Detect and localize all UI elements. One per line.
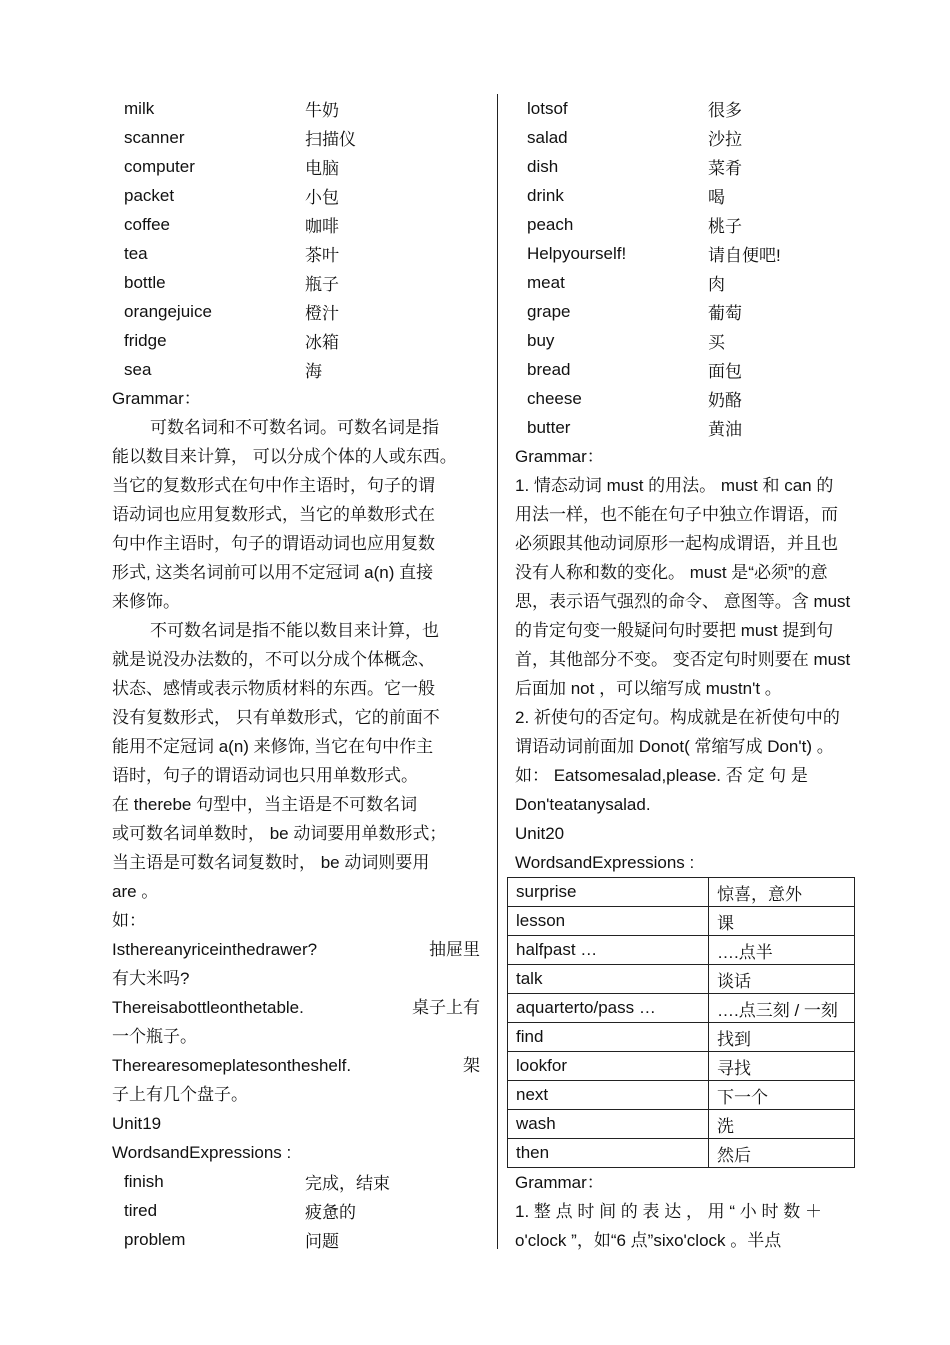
vocab-en: scanner xyxy=(124,127,185,147)
vocab-en: cheese xyxy=(527,388,582,408)
vocab-row xyxy=(515,210,883,239)
table-row xyxy=(508,1081,855,1110)
vocab-zh: 扫描仪 xyxy=(305,130,356,149)
vocab-row xyxy=(112,355,480,384)
grammar-heading: Grammar： xyxy=(515,447,604,466)
vocab-row xyxy=(112,268,480,297)
table-cell-zh: 下一个 xyxy=(709,1081,855,1110)
paragraph-line: 语时，句子的谓语动词也只用单数形式。 xyxy=(112,766,418,785)
vocab-zh: 葡萄 xyxy=(708,304,742,323)
vocab-row xyxy=(515,326,883,355)
vocab-zh: 买 xyxy=(708,333,725,352)
example-zh: 桌子上有 xyxy=(412,998,480,1017)
vocab-zh: 奶酪 xyxy=(708,391,742,410)
vocab-row xyxy=(112,297,480,326)
vocab-list-unit19 xyxy=(112,1167,480,1254)
table-cell-zh: ….点三刻 / 一刻 xyxy=(709,994,855,1023)
example-en: Therearesomeplatesontheshelf. xyxy=(112,1056,352,1075)
unit-heading: Unit19 xyxy=(112,1114,162,1133)
vocab-row xyxy=(515,152,883,181)
vocab-row xyxy=(112,181,480,210)
paragraph-line: 在 therebe 句型中，当主语是不可数名词 xyxy=(112,795,418,814)
grammar-heading: Grammar： xyxy=(112,389,201,408)
vocab-en: salad xyxy=(527,127,568,147)
words-heading: WordsandExpressions : xyxy=(112,1143,292,1162)
table-row xyxy=(508,1052,855,1081)
table-cell-en: talk xyxy=(508,965,709,994)
example-line xyxy=(112,1051,480,1080)
paragraph-line: 如： xyxy=(112,911,146,930)
paragraph-line: 思，表示语气强烈的命令、 意图等。含 must xyxy=(515,592,851,611)
vocab-zh: 肉 xyxy=(708,275,725,294)
paragraph-line: 句中作主语时，句子的谓语动词也应用复数 xyxy=(112,534,435,553)
table-row xyxy=(508,1139,855,1168)
vocab-zh: 很多 xyxy=(708,101,742,120)
vocab-row xyxy=(112,152,480,181)
vocab-en: dish xyxy=(527,156,559,176)
example-en: Thereisabottleonthetable. xyxy=(112,998,304,1017)
vocab-en: coffee xyxy=(124,214,171,234)
vocab-list-top-right xyxy=(515,94,883,442)
table-cell-en: next xyxy=(508,1081,709,1110)
vocab-zh: 小包 xyxy=(305,188,339,207)
vocab-row xyxy=(515,268,883,297)
vocab-zh: 茶叶 xyxy=(305,246,339,265)
table-cell-en: then xyxy=(508,1139,709,1168)
example-zh: 抽屉里 xyxy=(429,940,480,959)
table-cell-zh: ….点半 xyxy=(709,936,855,965)
paragraph-line: 当主语是可数名词复数时， be 动词则要用 xyxy=(112,853,430,872)
vocab-row xyxy=(515,355,883,384)
vocab-row xyxy=(112,326,480,355)
vocab-zh: 牛奶 xyxy=(305,101,339,120)
table-cell-en: find xyxy=(508,1023,709,1052)
vocab-row xyxy=(112,239,480,268)
vocab-zh: 海 xyxy=(305,362,322,381)
vocab-en: meat xyxy=(527,272,565,292)
vocab-en: butter xyxy=(527,417,571,437)
vocab-zh: 黄油 xyxy=(708,420,742,439)
vocab-en: buy xyxy=(527,330,555,350)
paragraph-line: 没有人称和数的变化。 must 是“必须”的意 xyxy=(515,563,828,582)
table-cell-zh: 惊喜，意外 xyxy=(709,878,855,907)
paragraph-line: 不可数名词是指不能以数目来计算，也 xyxy=(150,621,439,640)
table-cell-en: surprise xyxy=(508,878,709,907)
table-cell-en: lookfor xyxy=(508,1052,709,1081)
vocab-row xyxy=(515,239,883,268)
vocab-row xyxy=(515,384,883,413)
paragraph-line: 如： Eatsomesalad,please. 否 定 句 是 xyxy=(515,766,808,785)
paragraph-line: 来修饰。 xyxy=(112,592,180,611)
vocab-en: peach xyxy=(527,214,574,234)
vocab-zh: 咖啡 xyxy=(305,217,339,236)
paragraph-line: Don'teatanysalad. xyxy=(515,795,651,814)
paragraph-line: 谓语动词前面加 Donot( 常缩写成 Don't) 。 xyxy=(515,737,834,756)
table-cell-zh: 谈话 xyxy=(709,965,855,994)
vocab-zh: 瓶子 xyxy=(305,275,339,294)
vocab-en: grape xyxy=(527,301,571,321)
paragraph-line: 用法一样，也不能在句子中独立作谓语，而 xyxy=(515,505,838,524)
paragraph-line: 形式, 这类名词前可以用不定冠词 a(n) 直接 xyxy=(112,563,434,582)
example-zh-cont: 子上有几个盘子。 xyxy=(112,1085,248,1104)
vocab-zh: 菜肴 xyxy=(708,159,742,178)
vocab-en: tired xyxy=(124,1200,158,1220)
vocab-row xyxy=(112,1225,480,1254)
paragraph-line: 必须跟其他动词原形一起构成谓语，并且也 xyxy=(515,534,838,553)
table-cell-en: aquarterto/pass … xyxy=(508,994,709,1023)
vocab-en: bottle xyxy=(124,272,166,292)
paragraph-line: 1. 整 点 时 间 的 表 达 ， 用 “ 小 时 数 ＋ xyxy=(515,1202,822,1221)
left-column xyxy=(112,94,480,1254)
paragraph-line: are 。 xyxy=(112,882,159,901)
vocab-row xyxy=(515,94,883,123)
example-line xyxy=(112,935,480,964)
table-cell-en: halfpast … xyxy=(508,936,709,965)
vocab-row xyxy=(112,210,480,239)
vocab-row xyxy=(515,123,883,152)
paragraph-line: 能用不定冠词 a(n) 来修饰, 当它在句中作主 xyxy=(112,737,434,756)
vocab-row xyxy=(515,413,883,442)
vocab-en: fridge xyxy=(124,330,167,350)
vocab-en: finish xyxy=(124,1171,164,1191)
vocab-zh: 冰箱 xyxy=(305,333,339,352)
example-zh-cont: 一个瓶子。 xyxy=(112,1027,197,1046)
vocab-en: bread xyxy=(527,359,571,379)
vocab-row xyxy=(515,181,883,210)
table-cell-en: wash xyxy=(508,1110,709,1139)
vocab-en: orangejuice xyxy=(124,301,212,321)
vocab-zh: 问题 xyxy=(305,1232,339,1251)
paragraph-line: 能以数目来计算， 可以分成个体的人或东西。 xyxy=(112,447,457,466)
paragraph-line: 1. 情态动词 must 的用法。 must 和 can 的 xyxy=(515,476,834,495)
table-row xyxy=(508,1110,855,1139)
paragraph-line: 状态、感情或表示物质材料的东西。它一般 xyxy=(112,679,435,698)
table-cell-zh: 找到 xyxy=(709,1023,855,1052)
table-cell-en: lesson xyxy=(508,907,709,936)
table-row xyxy=(508,994,855,1023)
paragraph-line: o'clock ”，如“6 点”sixo'clock 。半点 xyxy=(515,1231,782,1250)
vocab-zh: 沙拉 xyxy=(708,130,742,149)
table-cell-zh: 寻找 xyxy=(709,1052,855,1081)
vocab-en: milk xyxy=(124,98,155,118)
vocab-table xyxy=(507,877,855,1168)
vocab-row xyxy=(112,1196,480,1225)
table-row xyxy=(508,965,855,994)
vocab-zh: 电脑 xyxy=(305,159,339,178)
vocab-zh: 完成，结束 xyxy=(305,1174,390,1193)
paragraph-line: 当它的复数形式在句中作主语时，句子的谓 xyxy=(112,476,435,495)
vocab-en: problem xyxy=(124,1229,186,1249)
paragraph-line: 可数名词和不可数名词。可数名词是指 xyxy=(150,418,439,437)
vocab-en: sea xyxy=(124,359,152,379)
right-column xyxy=(515,94,883,1255)
vocab-row xyxy=(515,297,883,326)
vocab-en: tea xyxy=(124,243,148,263)
table-row xyxy=(508,907,855,936)
vocab-zh: 橙汁 xyxy=(305,304,339,323)
table-row xyxy=(508,936,855,965)
vocab-row xyxy=(112,1167,480,1196)
example-zh-cont: 有大米吗? xyxy=(112,969,190,988)
vocab-en: computer xyxy=(124,156,195,176)
table-cell-zh: 课 xyxy=(709,907,855,936)
example-line xyxy=(112,993,480,1022)
paragraph-line: 就是说没办法数的，不可以分成个体概念、 xyxy=(112,650,435,669)
table-row xyxy=(508,878,855,907)
vocab-row xyxy=(112,123,480,152)
paragraph-line: 2. 祈使句的否定句。构成就是在祈使句中的 xyxy=(515,708,840,727)
vocab-en: packet xyxy=(124,185,175,205)
example-zh: 架 xyxy=(463,1056,480,1075)
vocab-zh: 桃子 xyxy=(708,217,742,236)
table-row xyxy=(508,1023,855,1052)
paragraph-line: 或可数名词单数时， be 动词要用单数形式； xyxy=(112,824,447,843)
table-cell-zh: 洗 xyxy=(709,1110,855,1139)
column-divider xyxy=(497,94,498,1249)
paragraph-line: 的肯定句变一般疑问句时要把 must 提到句 xyxy=(515,621,834,640)
words-heading: WordsandExpressions : xyxy=(515,853,695,872)
table-cell-zh: 然后 xyxy=(709,1139,855,1168)
vocab-zh: 喝 xyxy=(708,188,725,207)
example-en: Isthereanyriceinthedrawer? xyxy=(112,940,318,959)
paragraph-line: 语动词也应用复数形式，当它的单数形式在 xyxy=(112,505,435,524)
vocab-en: lotsof xyxy=(527,98,568,118)
vocab-en: drink xyxy=(527,185,564,205)
unit-heading: Unit20 xyxy=(515,824,565,843)
paragraph-line: 没有复数形式， 只有单数形式，它的前面不 xyxy=(112,708,440,727)
vocab-list-top-left xyxy=(112,94,480,384)
paragraph-line: 首，其他部分不变。 变否定句时则要在 must xyxy=(515,650,851,669)
grammar-heading: Grammar： xyxy=(515,1173,604,1192)
vocab-zh: 疲惫的 xyxy=(305,1203,356,1222)
vocab-zh: 请自便吧! xyxy=(708,246,781,265)
vocab-zh: 面包 xyxy=(708,362,742,381)
vocab-en: Helpyourself! xyxy=(527,243,627,263)
vocab-row xyxy=(112,94,480,123)
paragraph-line: 后面加 not ，可以缩写成 mustn't 。 xyxy=(515,679,782,698)
